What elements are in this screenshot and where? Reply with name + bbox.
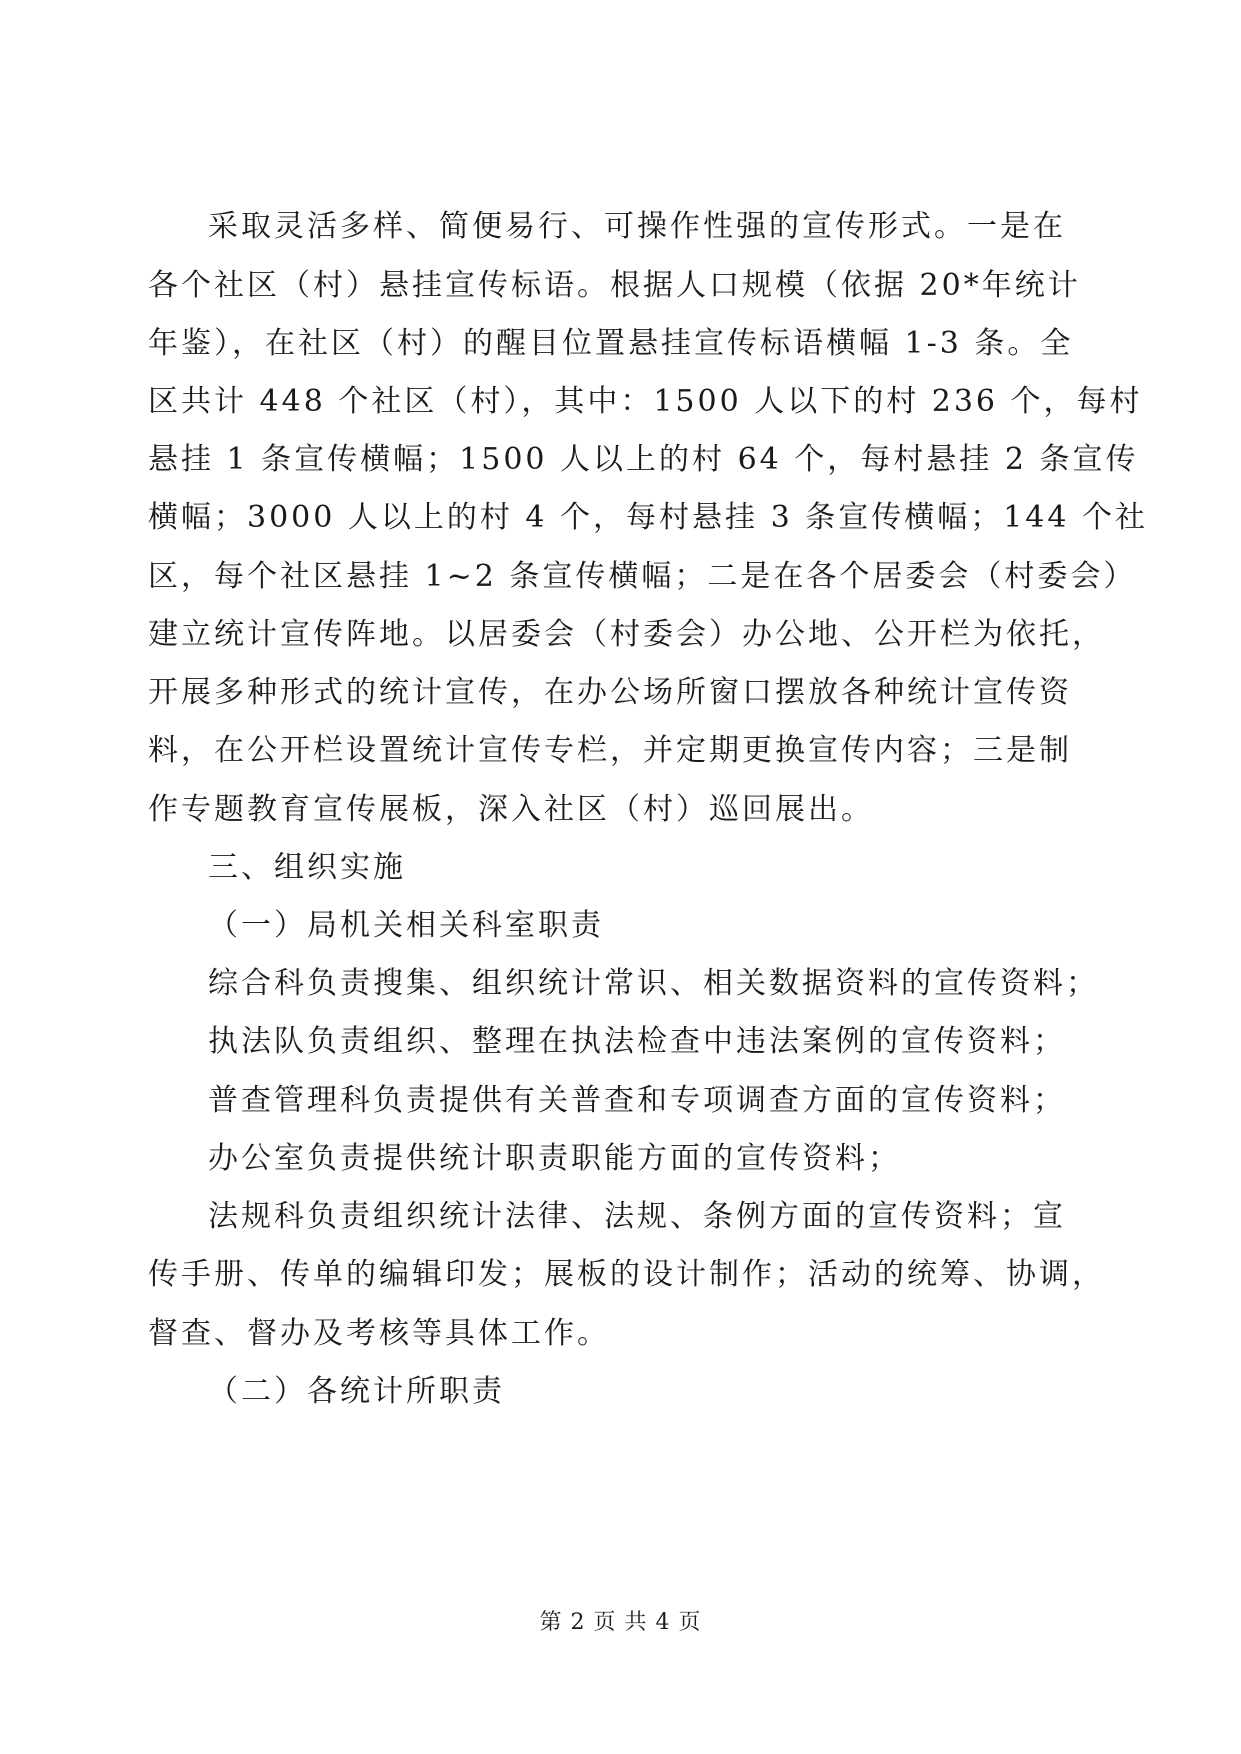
text-line: 采取灵活多样、简便易行、可操作性强的宣传形式。一是在 [208,209,1066,244]
section-heading: 三、组织实施 [208,850,406,885]
text-line: 综合科负责搜集、组织统计常识、相关数据资料的宣传资料； [208,966,1099,1001]
subsection-heading: （一）局机关相关科室职责 [208,908,604,943]
text-line: 区共计 448 个社区（村），其中：1500 人以下的村 236 个，每村 [148,384,1143,419]
text-line: 执法队负责组织、整理在执法检查中违法案例的宣传资料； [208,1024,1066,1059]
page-number-footer: 第 2 页 共 4 页 [539,1610,702,1635]
text-line: 传手册、传单的编辑印发；展板的设计制作；活动的统筹、协调， [148,1257,1105,1292]
text-line: 办公室负责提供统计职责职能方面的宣传资料； [208,1141,901,1176]
text-line: 区，每个社区悬挂 1~2 条宣传横幅；二是在各个居委会（村委会） [148,559,1137,594]
text-line: 各个社区（村）悬挂宣传标语。根据人口规模（依据 20*年统计 [148,268,1081,303]
subsection-heading: （二）各统计所职责 [208,1374,505,1409]
text-line: 作专题教育宣传展板，深入社区（村）巡回展出。 [148,792,874,827]
text-line: 普查管理科负责提供有关普查和专项调查方面的宣传资料； [208,1083,1066,1118]
text-line: 建立统计宣传阵地。以居委会（村委会）办公地、公开栏为依托， [148,617,1105,652]
text-line: 悬挂 1 条宣传横幅；1500 人以上的村 64 个，每村悬挂 2 条宣传 [148,442,1139,477]
text-line: 年鉴），在社区（村）的醒目位置悬挂宣传标语横幅 1-3 条。全 [148,326,1074,361]
text-line: 料，在公开栏设置统计宣传专栏，并定期更换宣传内容；三是制 [148,733,1072,768]
text-line: 开展多种形式的统计宣传，在办公场所窗口摆放各种统计宣传资 [148,675,1072,710]
text-line: 督查、督办及考核等具体工作。 [148,1316,610,1351]
text-line: 法规科负责组织统计法律、法规、条例方面的宣传资料；宣 [208,1199,1066,1234]
text-line: 横幅；3000 人以上的村 4 个，每村悬挂 3 条宣传横幅；144 个社 [148,500,1148,535]
